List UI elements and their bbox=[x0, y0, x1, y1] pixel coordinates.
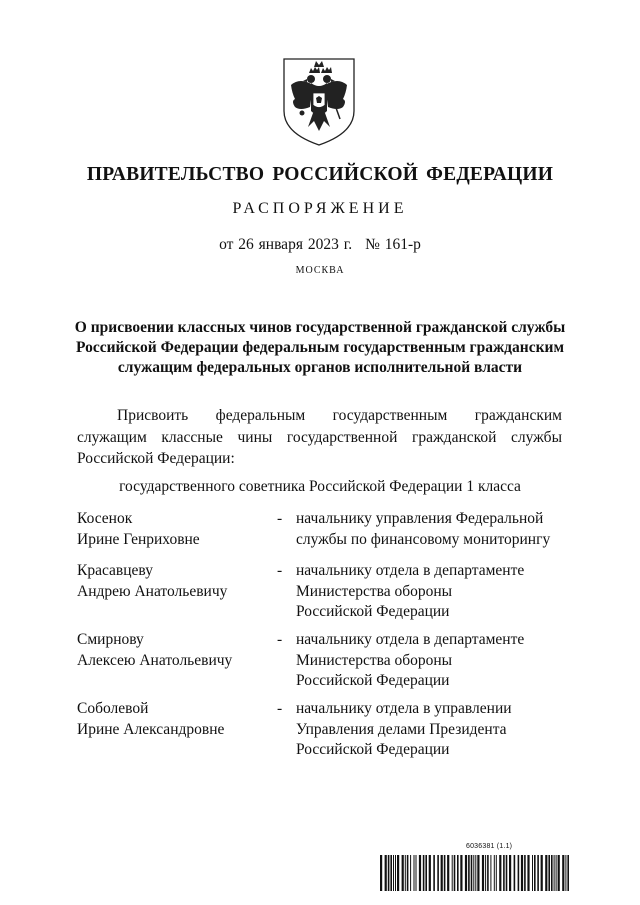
position-line: Российской Федерации bbox=[296, 603, 450, 620]
city: МОСКВА bbox=[295, 265, 345, 276]
person-given-name: Алексею Анатольевичу bbox=[77, 651, 233, 669]
document-subject bbox=[60, 318, 580, 378]
position-line: Министерства обороны bbox=[296, 582, 453, 600]
subject-line: служащим федеральных органов исполнительной власти bbox=[117, 359, 523, 376]
person-given-name: Ирине Александровне bbox=[77, 720, 225, 738]
person-surname: Соболевой bbox=[77, 700, 149, 717]
coat-of-arms-icon bbox=[280, 55, 358, 147]
date-number-line bbox=[0, 236, 640, 254]
person-given-name: Андрею Анатольевичу bbox=[77, 582, 228, 600]
person-given-name: Ирине Генриховне bbox=[77, 530, 200, 548]
person-name bbox=[77, 630, 267, 671]
barcode-number: 6036381 (1.1) bbox=[466, 843, 513, 850]
subject-line: О присвоении классных чинов государственной гражданской службы bbox=[74, 319, 566, 336]
position-line: Управления делами Президента bbox=[296, 720, 507, 738]
position-line: Российской Федерации bbox=[296, 672, 450, 689]
position-line: Министерства обороны bbox=[296, 651, 453, 669]
position-line: начальнику отдела в департаменте bbox=[296, 562, 525, 579]
separator-dash: - bbox=[277, 562, 283, 579]
subject-line: Российской Федерации федеральным государственным гражданским bbox=[75, 339, 564, 356]
preamble-paragraph: Присвоить федеральным государственным гражданским служащим классные чины государственной гражданской службы Российской Федерации: bbox=[77, 407, 562, 467]
person-name bbox=[77, 561, 267, 602]
position-line: Российской Федерации bbox=[296, 741, 450, 758]
position-line: начальнику отдела в управлении bbox=[296, 700, 512, 717]
person-name bbox=[77, 699, 267, 740]
position-line: начальнику управления Федеральной bbox=[296, 510, 544, 527]
barcode-icon bbox=[380, 855, 570, 891]
separator-dash: - bbox=[277, 700, 283, 717]
person-position bbox=[296, 561, 586, 623]
person-surname: Косенок bbox=[77, 510, 133, 527]
person-name bbox=[77, 509, 267, 550]
position-line: начальнику отдела в департаменте bbox=[296, 631, 525, 648]
position-line: службы по финансовому мониторингу bbox=[296, 530, 551, 548]
separator-dash: - bbox=[277, 631, 283, 648]
number-sign: № bbox=[365, 236, 380, 253]
rank-line: государственного советника Российской Федерации 1 класса bbox=[119, 478, 521, 495]
document-type: РАСПОРЯЖЕНИЕ bbox=[232, 200, 408, 217]
person-position bbox=[296, 630, 586, 692]
document-date: от 26 января 2023 г. bbox=[219, 236, 353, 253]
person-surname: Красавцеву bbox=[77, 562, 153, 579]
person-position bbox=[296, 699, 586, 761]
document-number: 161-р bbox=[384, 236, 421, 253]
government-title: ПРАВИТЕЛЬСТВО РОССИЙСКОЙ ФЕДЕРАЦИИ bbox=[86, 164, 554, 185]
person-surname: Смирнову bbox=[77, 631, 144, 648]
separator-dash: - bbox=[277, 510, 283, 527]
person-position bbox=[296, 509, 586, 550]
